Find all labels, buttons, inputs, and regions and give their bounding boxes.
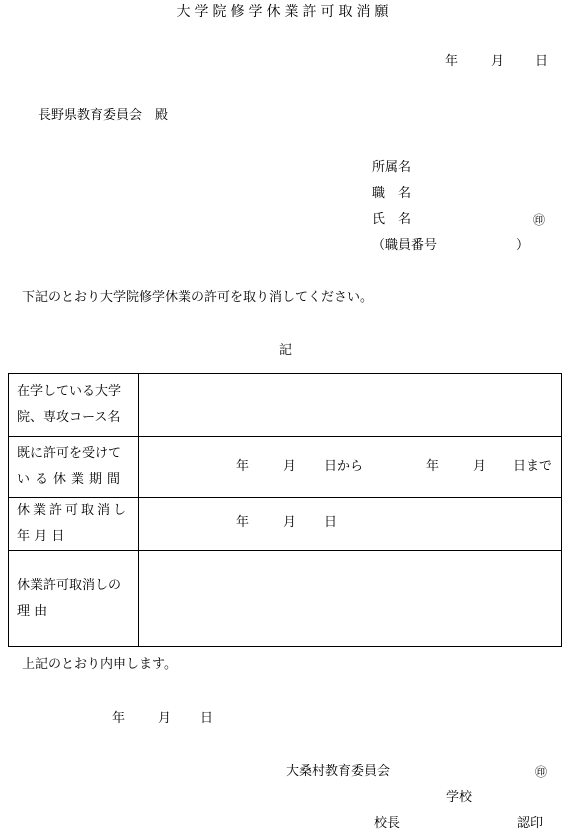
reason-value-cell[interactable] xyxy=(139,551,562,647)
bottom-date-month: 月 xyxy=(158,711,172,726)
label-year: 年 xyxy=(17,529,31,544)
affiliation-label: 所属名 xyxy=(372,160,412,175)
label-line: 休業許可取消し xyxy=(17,503,130,518)
period-end-year: 年 xyxy=(426,459,440,474)
position-label: 職 名 xyxy=(372,186,412,201)
period-start-month: 月 xyxy=(283,459,297,474)
staff-number-open: （職員番号 xyxy=(372,238,438,253)
label-line: 既に許可を受けて xyxy=(17,446,122,461)
cancel-date-year: 年 xyxy=(236,515,250,530)
bottom-date-day: 日 xyxy=(200,711,214,726)
label-text: いる休業期間 xyxy=(17,472,126,487)
label-reason-a: 理 xyxy=(17,603,31,619)
request-text: 下記のとおり大学院修学休業の許可を取り消してください。 xyxy=(22,290,374,305)
principal-seal: 認印 xyxy=(517,816,544,831)
applicant-seal-mark: ㊞ xyxy=(533,213,546,227)
period-start-day: 日から xyxy=(324,459,364,474)
principal-label: 校長 xyxy=(374,816,401,831)
label-line: 休業許可取消しの xyxy=(17,577,122,593)
table-row-reason xyxy=(9,551,562,647)
label-cell xyxy=(9,551,139,647)
board-seal-mark: ㊞ xyxy=(535,765,548,779)
details-table xyxy=(8,373,562,647)
label-month: 月 xyxy=(34,529,48,544)
report-text: 上記のとおり内申します。 xyxy=(22,657,177,672)
table-row-cancel-date xyxy=(9,498,562,551)
table-row-leave-period xyxy=(9,437,562,498)
name-label: 氏 名 xyxy=(372,212,412,227)
label-cell xyxy=(9,374,139,437)
university-value-cell[interactable] xyxy=(139,374,562,437)
board-name: 大桑村教育委員会 xyxy=(286,764,391,779)
label-line xyxy=(17,467,135,493)
period-end-day: 日まで xyxy=(513,459,553,474)
period-end-month: 月 xyxy=(473,459,487,474)
table-row-university xyxy=(9,374,562,437)
addressee: 長野県教育委員会 殿 xyxy=(38,108,169,123)
cancel-date-day: 日 xyxy=(324,515,338,530)
label-day: 日 xyxy=(51,529,65,544)
document-title: 大学院修学休業許可取消願 xyxy=(176,4,393,20)
label-line xyxy=(17,599,133,625)
cancel-date-month: 月 xyxy=(283,515,297,530)
label-cell xyxy=(9,437,139,498)
header-date-year: 年 xyxy=(445,54,459,69)
label-cell xyxy=(9,498,139,551)
label-line xyxy=(17,524,133,550)
label-line: 院、専攻コース名 xyxy=(17,410,121,425)
ki-heading: 記 xyxy=(279,343,293,358)
staff-number-close: ） xyxy=(516,238,530,253)
header-date-day: 日 xyxy=(535,54,549,69)
bottom-date-year: 年 xyxy=(112,711,126,726)
label-line: 在学している大学 xyxy=(17,384,122,399)
cancel-date-value-cell[interactable] xyxy=(139,498,562,551)
label-reason-b: 由 xyxy=(34,603,48,619)
school-label: 学校 xyxy=(446,790,473,805)
period-start-year: 年 xyxy=(236,459,250,474)
header-date-month: 月 xyxy=(491,54,505,69)
leave-period-value-cell[interactable] xyxy=(139,437,562,498)
